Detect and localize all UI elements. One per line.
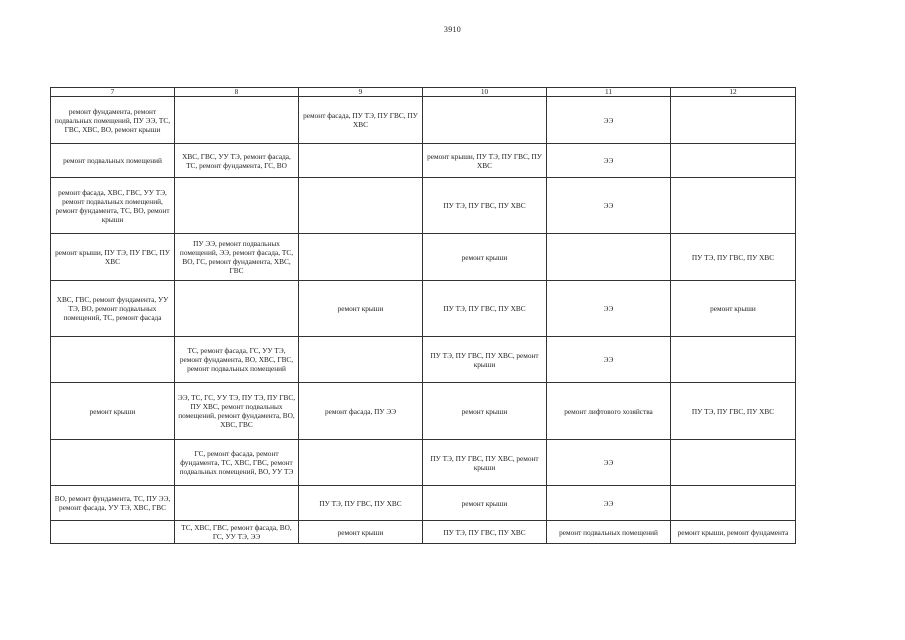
table-cell: ПУ ТЭ, ПУ ГВС, ПУ ХВС [423, 281, 547, 337]
column-header: 10 [423, 88, 547, 97]
table-cell: ЭЭ [547, 486, 671, 521]
table-cell [671, 178, 796, 234]
table-cell: ХВС, ГВС, УУ ТЭ, ремонт фасада, ТС, ремонт фундамента, ГС, ВО [175, 144, 299, 178]
table-cell: ремонт лифтового хозяйства [547, 383, 671, 440]
table-cell [671, 144, 796, 178]
column-header: 7 [51, 88, 175, 97]
table-row [51, 440, 796, 486]
table-cell [175, 97, 299, 144]
table-cell: ремонт крыши [51, 383, 175, 440]
table-cell: ЭЭ [547, 144, 671, 178]
table-cell: ВО, ремонт фундамента, ТС, ПУ ЭЭ, ремонт фасада, УУ ТЭ, ХВС, ГВС [51, 486, 175, 521]
table-row [51, 486, 796, 521]
table-cell: ЭЭ, ТС, ГС, УУ ТЭ, ПУ ТЭ, ПУ ГВС, ПУ ХВС, ремонт подвальных помещений, ремонт фундамента, ВО, ХВС, ГВС [175, 383, 299, 440]
column-header: 11 [547, 88, 671, 97]
table-row [51, 521, 796, 544]
table-cell [547, 234, 671, 281]
table-cell: ПУ ТЭ, ПУ ГВС, ПУ ХВС, ремонт крыши [423, 337, 547, 383]
table-cell: ремонт крыши [671, 281, 796, 337]
table-row [51, 337, 796, 383]
table-row [51, 234, 796, 281]
table-cell [671, 97, 796, 144]
table-cell [51, 440, 175, 486]
table-cell: ремонт крыши, ПУ ТЭ, ПУ ГВС, ПУ ХВС [423, 144, 547, 178]
table-cell: ПУ ТЭ, ПУ ГВС, ПУ ХВС [671, 234, 796, 281]
table-cell: ремонт фундамента, ремонт подвальных помещений, ПУ ЭЭ, ТС, ГВС, ХВС, ВО, ремонт крыши [51, 97, 175, 144]
table-cell: ПУ ТЭ, ПУ ГВС, ПУ ХВС, ремонт крыши [423, 440, 547, 486]
table-cell: ПУ ТЭ, ПУ ГВС, ПУ ХВС [423, 178, 547, 234]
table-cell [175, 178, 299, 234]
table-cell [299, 178, 423, 234]
table-cell [51, 521, 175, 544]
table-cell: ЭЭ [547, 440, 671, 486]
table-cell [671, 440, 796, 486]
table-row [51, 281, 796, 337]
table-cell: ЭЭ [547, 178, 671, 234]
table-cell [175, 486, 299, 521]
table-cell: ПУ ТЭ, ПУ ГВС, ПУ ХВС [423, 521, 547, 544]
table-row [51, 383, 796, 440]
column-header: 9 [299, 88, 423, 97]
table-row [51, 97, 796, 144]
header-row [51, 88, 796, 97]
table-cell: ремонт крыши [423, 234, 547, 281]
table-cell: ремонт крыши [423, 383, 547, 440]
table-cell: ЭЭ [547, 97, 671, 144]
table-cell: ЭЭ [547, 281, 671, 337]
table-cell: ремонт крыши, ПУ ТЭ, ПУ ГВС, ПУ ХВС [51, 234, 175, 281]
table-cell: ПУ ЭЭ, ремонт подвальных помещений, ЭЭ, ремонт фасада, ТС, ВО, ГС, ремонт фундамента, ХВС, ГВС [175, 234, 299, 281]
table-cell: ремонт крыши [299, 281, 423, 337]
table-cell [299, 440, 423, 486]
table-cell: ПУ ТЭ, ПУ ГВС, ПУ ХВС [671, 383, 796, 440]
column-header: 12 [671, 88, 796, 97]
table-cell: ПУ ТЭ, ПУ ГВС, ПУ ХВС [299, 486, 423, 521]
table-cell: ГС, ремонт фасада, ремонт фундамента, ТС, ХВС, ГВС, ремонт подвальных помещений, ВО, УУ ТЭ [175, 440, 299, 486]
table-cell [175, 281, 299, 337]
table-cell [51, 337, 175, 383]
table-cell [423, 97, 547, 144]
page-number: 3910 [443, 25, 462, 34]
table-cell: ЭЭ [547, 337, 671, 383]
table-cell: ремонт фасада, ПУ ЭЭ [299, 383, 423, 440]
table-cell: ремонт крыши [423, 486, 547, 521]
table-cell: ремонт подвальных помещений [51, 144, 175, 178]
table-cell: ремонт подвальных помещений [547, 521, 671, 544]
table-cell [299, 234, 423, 281]
table-cell: ремонт крыши, ремонт фундамента [671, 521, 796, 544]
table-cell: ХВС, ГВС, ремонт фундамента, УУ ТЭ, ВО, ремонт подвальных помещений, ТС, ремонт фасада [51, 281, 175, 337]
table-row [51, 178, 796, 234]
table-row [51, 144, 796, 178]
document-table [50, 87, 796, 544]
table-cell [671, 486, 796, 521]
column-header: 8 [175, 88, 299, 97]
table-cell: ТС, ремонт фасада, ГС, УУ ТЭ, ремонт фундамента, ВО, ХВС, ГВС, ремонт подвальных помещений [175, 337, 299, 383]
table-cell: ТС, ХВС, ГВС, ремонт фасада, ВО, ГС, УУ ТЭ, ЭЭ [175, 521, 299, 544]
table-cell [299, 144, 423, 178]
table-cell [671, 337, 796, 383]
table-cell: ремонт крыши [299, 521, 423, 544]
table-cell: ремонт фасада, ПУ ТЭ, ПУ ГВС, ПУ ХВС [299, 97, 423, 144]
table-cell: ремонт фасада, ХВС, ГВС, УУ ТЭ, ремонт подвальных помещений, ремонт фундамента, ТС, ВО, ремонт крыши [51, 178, 175, 234]
table-cell [299, 337, 423, 383]
